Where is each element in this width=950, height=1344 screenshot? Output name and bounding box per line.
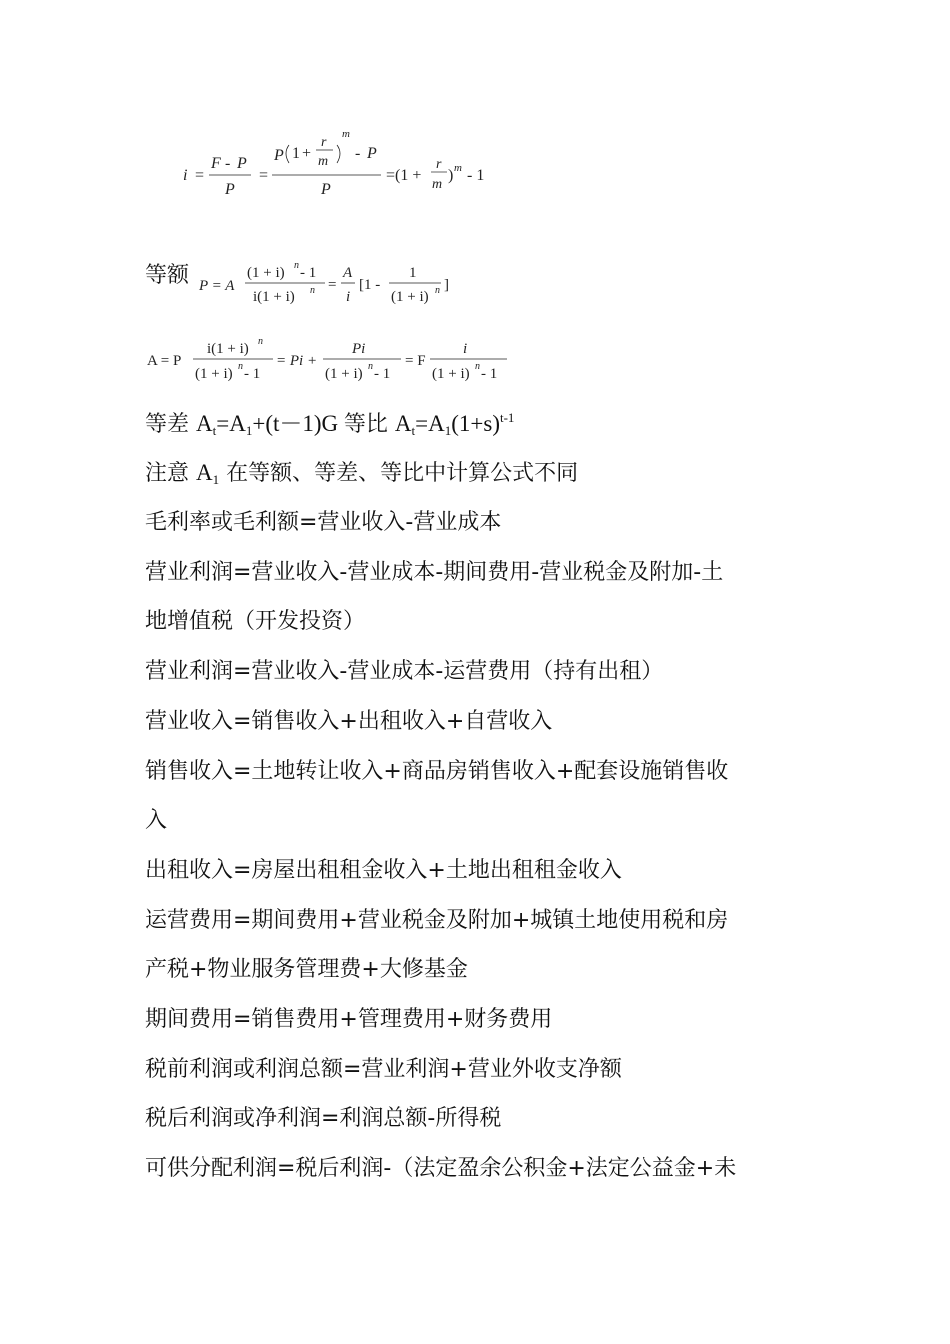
line-rental-income: 出租收入=房屋出租租金收入+土地出租租金收入 <box>145 858 622 883</box>
num-exp: n <box>294 260 299 271</box>
bracket-close: ] <box>444 277 449 293</box>
den1-tail: - 1 <box>244 366 261 382</box>
line-pretax-profit: 税前利润或利润总额=营业利润+营业外收支净额 <box>145 1057 622 1082</box>
i: i <box>346 289 351 305</box>
num3: i <box>463 341 468 357</box>
line-note-a1: 注意 $A_1$ 在等额、等差、等比中计算公式不同 <box>145 460 579 487</box>
line-gradient-series: 等差 $A_t=A_1+(t-1)G$ 等比 $A_t=A_1(1+s)^{t-1}$ <box>145 410 515 438</box>
den1-exp: n <box>238 361 243 372</box>
line-operating-profit-1-cont: 地增值税（开发投资） <box>145 609 366 634</box>
one: 1 <box>292 145 300 162</box>
formula-effective-rate <box>175 125 505 205</box>
line-gross-profit: 毛利率或毛利额=营业收入-营业成本 <box>145 510 502 535</box>
den-P: P <box>321 181 331 198</box>
line-operating-profit-1: 营业利润=营业收入-营业成本-期间费用-营业税金及附加-土 <box>145 560 724 585</box>
den2: (1 + i) <box>391 289 429 305</box>
var-m: m <box>318 154 329 169</box>
den1: (1 + i) <box>195 366 233 382</box>
minus-sign: - <box>225 155 231 172</box>
den3-exp: n <box>475 361 480 372</box>
A: A <box>343 265 353 281</box>
rhs-tail: - 1 <box>467 167 485 184</box>
line-operating-cost: 运营费用=期间费用+营业税金及附加+城镇土地使用税和房 <box>145 908 729 933</box>
bracket-open: [1 - <box>359 277 381 293</box>
num: (1 + i) <box>247 265 285 281</box>
var-F: F <box>211 155 221 172</box>
var-P-den: P <box>225 181 235 198</box>
den2-exp: n <box>435 285 440 296</box>
line-operating-revenue: 营业收入=销售收入+出租收入+自营收入 <box>145 709 553 734</box>
line-operating-profit-2: 营业利润=营业收入-营业成本-运营费用（持有出租） <box>145 659 664 684</box>
minus-2: - <box>355 145 361 162</box>
line-sales-revenue-cont: 入 <box>145 808 168 833</box>
num2: Pi <box>352 341 366 357</box>
lhs: A = P <box>147 353 182 369</box>
den2-tail: - 1 <box>374 366 391 382</box>
line-period-expenses: 期间费用=销售费用+管理费用+财务费用 <box>145 1007 553 1032</box>
exp-m: m <box>342 128 350 140</box>
num-tail: - 1 <box>300 265 317 281</box>
lhs: P = A <box>199 278 235 294</box>
num-P: P <box>274 147 284 164</box>
den3-tail: - 1 <box>481 366 498 382</box>
exp-m-2: m <box>454 162 462 174</box>
eq2: = <box>328 277 337 293</box>
line-distributable-profit: 可供分配利润=税后利润-（法定盈余公积金+法定公益金+未 <box>145 1156 737 1181</box>
annuity-label: 等额 <box>145 263 190 288</box>
var-r: r <box>321 135 327 150</box>
den2: (1 + i) <box>325 366 363 382</box>
den: i(1 + i) <box>253 289 295 305</box>
den2-exp: n <box>368 361 373 372</box>
var-m-2: m <box>432 177 443 192</box>
rhs-open: =(1 + <box>386 167 422 184</box>
num-P-2: P <box>367 145 377 162</box>
num1: i(1 + i) <box>207 341 249 357</box>
mid: = Pi + <box>276 353 318 369</box>
rhs-close: ) <box>448 167 454 184</box>
formula-annuity-p <box>197 255 467 315</box>
plus: + <box>302 145 312 162</box>
line-operating-cost-cont: 产税+物业服务管理费+大修基金 <box>145 957 468 982</box>
eq-sign-2: = <box>259 167 269 184</box>
var-r-2: r <box>436 157 442 172</box>
eq3: = F <box>405 353 426 369</box>
formula-annuity-a <box>145 332 515 392</box>
eq-sign: = <box>195 167 205 184</box>
den3: (1 + i) <box>432 366 470 382</box>
var-i: i <box>183 167 188 184</box>
num1-exp: n <box>258 336 263 347</box>
den-exp: n <box>310 285 315 296</box>
line-net-profit: 税后利润或净利润=利润总额-所得税 <box>145 1106 502 1131</box>
line-sales-revenue: 销售收入=土地转让收入+商品房销售收入+配套设施销售收 <box>145 759 729 784</box>
one: 1 <box>409 265 417 281</box>
var-P: P <box>237 155 247 172</box>
